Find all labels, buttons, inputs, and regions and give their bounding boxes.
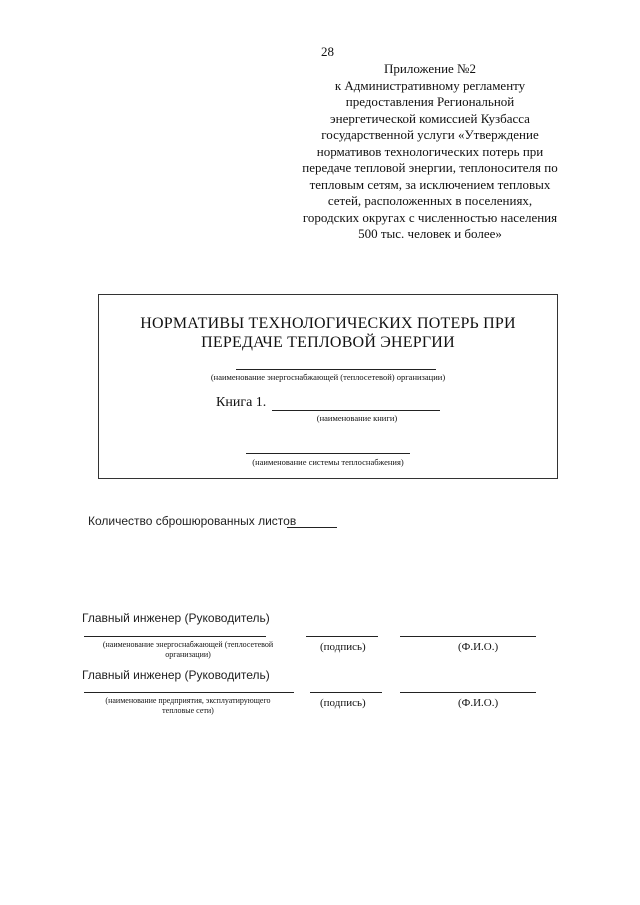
signature-heading: Главный инженер (Руководитель): [82, 668, 270, 682]
form-title-line: НОРМАТИВЫ ТЕХНОЛОГИЧЕСКИХ ПОТЕРЬ ПРИ: [140, 315, 516, 332]
appendix-line: к Административному регламенту: [334, 77, 526, 93]
appendix-line: тепловым сетям, за исключением тепловых: [309, 176, 551, 192]
appendix-line: нормативов технологических потерь при: [316, 143, 544, 159]
signature-org-line: [84, 692, 294, 693]
signature-org-caption-line: тепловые сети): [162, 706, 214, 715]
appendix-line: сетей, расположенных в поселениях,: [327, 193, 533, 208]
page-number: 28: [321, 44, 334, 59]
appendix-line: Приложение №2: [384, 61, 476, 76]
signature-org-caption-line: организации): [165, 650, 211, 659]
form-title: [98, 314, 558, 352]
appendix-line: предоставления Региональной: [345, 94, 515, 109]
book-label: Книга 1.: [216, 395, 267, 410]
sheets-count-label: Количество сброшюрованных листов: [88, 514, 297, 528]
appendix-line: передаче тепловой энергии, теплоносителя по: [302, 160, 558, 175]
signature-org-line: [84, 636, 266, 637]
signature-name-line: [400, 636, 536, 637]
org-name-line: [236, 369, 436, 370]
signature-name-caption: (Ф.И.О.): [458, 697, 499, 709]
book-name-line: [272, 410, 440, 411]
form-title-line: ПЕРЕДАЧЕ ТЕПЛОВОЙ ЭНЕРГИИ: [201, 334, 455, 351]
signature-org-caption: [80, 640, 296, 660]
system-caption: (наименование системы теплоснабжения): [252, 457, 404, 467]
signature-name-line: [400, 692, 536, 693]
appendix-line: городских округах с численностью населения: [302, 209, 558, 225]
signature-org-caption-line: (наименование энергоснабжающей (теплосетевой: [102, 640, 274, 649]
book-caption: (наименование книги): [316, 413, 398, 423]
appendix-header: [280, 61, 580, 243]
signature-org-caption-line: (наименование предприятия, эксплуатирующего: [105, 696, 271, 705]
appendix-line: государственной услуги «Утверждение: [321, 127, 539, 142]
system-name-line: [246, 453, 410, 454]
appendix-line: 500 тыс. человек и более»: [358, 226, 502, 241]
signature-sign-caption: (подпись): [320, 641, 366, 653]
appendix-line: энергетической комиссией Кузбасса: [330, 110, 530, 126]
org-caption: (наименование энергоснабжающей (теплосетевой) организации): [210, 372, 446, 382]
signature-sign-caption: (подпись): [320, 697, 366, 709]
sheets-count-line: [287, 527, 337, 528]
signature-name-caption: (Ф.И.О.): [458, 641, 499, 653]
signature-org-caption: [80, 696, 296, 716]
signature-heading: Главный инженер (Руководитель): [82, 611, 270, 625]
signature-sign-line: [306, 636, 378, 637]
signature-sign-line: [310, 692, 382, 693]
